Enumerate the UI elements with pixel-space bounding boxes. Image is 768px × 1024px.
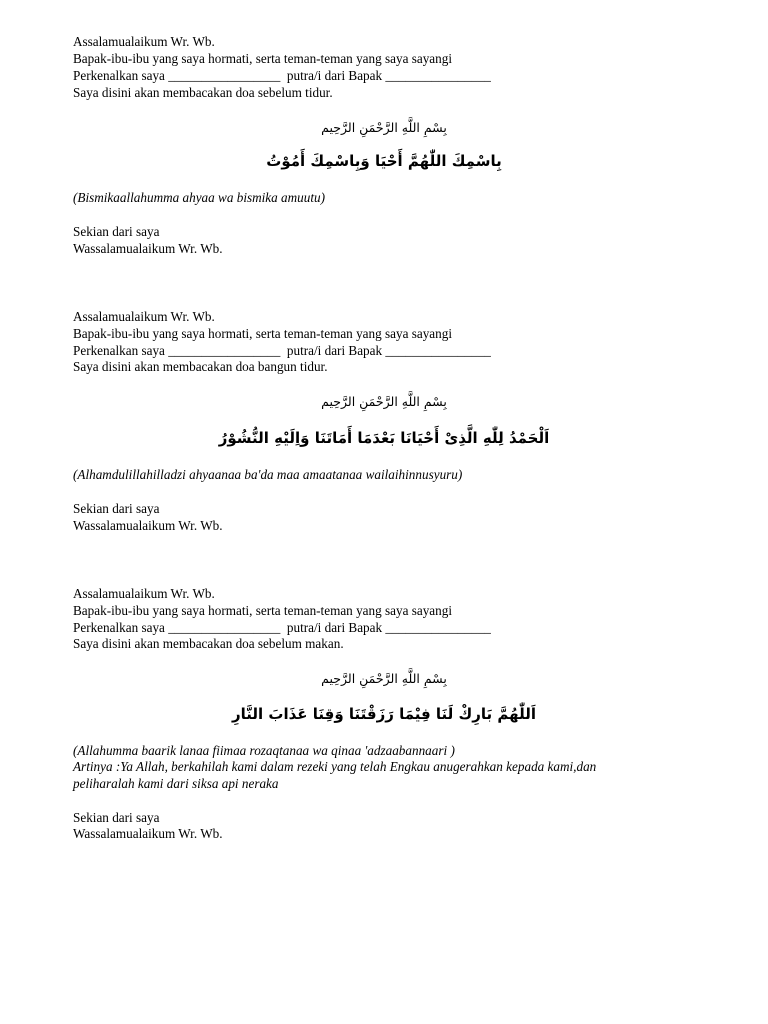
purpose-line: Saya disini akan membacakan doa sebelum makan. [73, 636, 344, 651]
farewell-greeting: Wassalamualaikum Wr. Wb. [73, 826, 223, 841]
address-line: Bapak-ibu-ibu yang saya hormati, serta teman-teman yang saya sayangi [73, 51, 453, 66]
doa-transliteration: (Alhamdulillahilladzi ahyaanaa ba'da maa amaatanaa wailaihinnusyuru) [73, 467, 463, 482]
purpose-line: Saya disini akan membacakan doa sebelum tidur. [73, 85, 333, 100]
address-line: Bapak-ibu-ibu yang saya hormati, serta teman-teman yang saya sayangi [73, 603, 453, 618]
closing-line: Sekian dari saya [73, 810, 160, 825]
closing-line: Sekian dari saya [73, 224, 160, 239]
doa-meaning-line-1: Artinya :Ya Allah, berkahilah kami dalam rezeki yang telah Engkau anugerahkan kepada kami,dan [73, 759, 597, 774]
closing-line: Sekian dari saya [73, 501, 160, 516]
doa-arabic: بِاسْمِكَ اللّٰهُمَّ أَحْيَا وَبِاسْمِكَ أَمُوْتُ [266, 152, 502, 170]
farewell-greeting: Wassalamualaikum Wr. Wb. [73, 241, 223, 256]
doa-transliteration: (Allahumma baarik lanaa fiimaa rozaqtanaa wa qinaa 'adzaabannaari ) [73, 743, 455, 758]
doa-meaning-line-2: peliharalah kami dari siksa api neraka [73, 776, 279, 791]
farewell-greeting: Wassalamualaikum Wr. Wb. [73, 518, 223, 533]
basmala-arabic: بِسْمِ اللَّهِ الرَّحْمَنِ الرَّحِيم [321, 671, 447, 686]
purpose-line: Saya disini akan membacakan doa bangun tidur. [73, 359, 328, 374]
introduction-line: Perkenalkan saya _________________ putra/i dari Bapak ________________ [73, 620, 491, 635]
basmala-arabic: بِسْمِ اللَّهِ الرَّحْمَنِ الرَّحِيم [321, 394, 447, 409]
greeting: Assalamualaikum Wr. Wb. [73, 586, 215, 601]
introduction-line: Perkenalkan saya _________________ putra/i dari Bapak ________________ [73, 343, 491, 358]
doa-transliteration: (Bismikaallahumma ahyaa wa bismika amuutu) [73, 190, 326, 205]
basmala-arabic: بِسْمِ اللَّهِ الرَّحْمَنِ الرَّحِيم [321, 120, 447, 135]
introduction-line: Perkenalkan saya _________________ putra/i dari Bapak ________________ [73, 68, 491, 83]
doa-arabic: اَلْحَمْدُ لِلّٰهِ الَّذِىْ أَحْيَانَا بَعْدَمَا أَمَاتَنَا وَاِلَيْهِ النُّشُوْرُ [218, 429, 550, 447]
doa-arabic: اَللّٰهُمَّ بَارِكْ لَنَا فِيْمَا رَزَقْتَنَا وَقِنَا عَذَابَ النَّارِ [232, 705, 536, 723]
greeting: Assalamualaikum Wr. Wb. [73, 309, 215, 324]
greeting: Assalamualaikum Wr. Wb. [73, 34, 215, 49]
address-line: Bapak-ibu-ibu yang saya hormati, serta teman-teman yang saya sayangi [73, 326, 453, 341]
